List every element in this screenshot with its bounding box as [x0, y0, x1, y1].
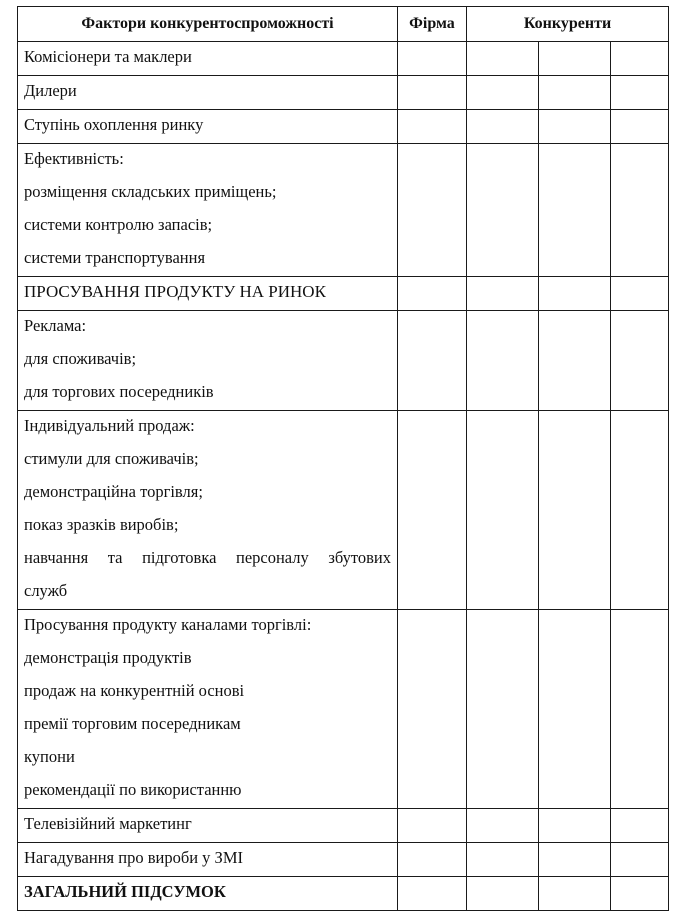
- factor-cell: [18, 42, 398, 76]
- table-row: [18, 76, 669, 110]
- table-row: [18, 311, 669, 411]
- firm-cell: [398, 144, 467, 277]
- competitor-cell-3: [611, 843, 669, 877]
- firm-cell: [398, 411, 467, 610]
- factor-cell: [18, 610, 398, 809]
- header-row: [18, 7, 669, 42]
- header-firm: Фірма: [398, 7, 467, 42]
- factor-line: Ступінь охоплення ринку: [24, 115, 204, 134]
- factor-line: служб: [24, 581, 68, 600]
- factor-line: для торгових посередників: [24, 382, 214, 401]
- competitor-cell-1: [467, 843, 539, 877]
- competitor-cell-3: [611, 809, 669, 843]
- firm-cell: [398, 877, 467, 911]
- firm-cell: [398, 843, 467, 877]
- factor-line: для споживачів;: [24, 349, 137, 368]
- header-factors: Фактори конкурентоспроможності: [18, 7, 398, 42]
- firm-cell: [398, 76, 467, 110]
- competitiveness-table: [17, 6, 669, 911]
- factor-line: Реклама:: [24, 316, 87, 335]
- firm-cell: [398, 42, 467, 76]
- table-row: [18, 610, 669, 809]
- competitor-cell-3: [611, 411, 669, 610]
- table-row: [18, 277, 669, 311]
- factor-cell: [18, 411, 398, 610]
- competitor-cell-3: [611, 110, 669, 144]
- competitor-cell-2: [539, 411, 611, 610]
- competitor-cell-1: [467, 42, 539, 76]
- factor-line: Просування продукту каналами торгівлі:: [24, 615, 312, 634]
- factor-line: розміщення складських приміщень;: [24, 182, 277, 201]
- competitor-cell-2: [539, 42, 611, 76]
- competitor-cell-2: [539, 843, 611, 877]
- factor-cell: [18, 809, 398, 843]
- factor-cell: [18, 76, 398, 110]
- factor-line: продаж на конкурентній основі: [24, 681, 245, 700]
- competitor-cell-2: [539, 311, 611, 411]
- competitor-cell-3: [611, 42, 669, 76]
- header-competitors: Конкуренти: [467, 7, 669, 42]
- factor-line: премії торговим посередникам: [24, 714, 241, 733]
- factor-cell: [18, 144, 398, 277]
- factor-cell: [18, 877, 398, 911]
- competitor-cell-3: [611, 76, 669, 110]
- factor-line: системи контролю запасів;: [24, 215, 213, 234]
- table-row: [18, 110, 669, 144]
- competitor-cell-3: [611, 610, 669, 809]
- table-row: [18, 42, 669, 76]
- firm-cell: [398, 110, 467, 144]
- competitor-cell-2: [539, 809, 611, 843]
- competitor-cell-3: [611, 877, 669, 911]
- factor-line: навчання та підготовка персоналу збутових: [24, 548, 391, 567]
- competitor-cell-1: [467, 277, 539, 311]
- firm-cell: [398, 610, 467, 809]
- factor-line: демонстраційна торгівля;: [24, 482, 203, 501]
- competitor-cell-2: [539, 110, 611, 144]
- factor-line: ЗАГАЛЬНИЙ ПІДСУМОК: [24, 882, 226, 901]
- factor-line: Телевізійний маркетинг: [24, 814, 192, 833]
- competitor-cell-1: [467, 877, 539, 911]
- factor-cell: [18, 277, 398, 311]
- factor-line: Індивідуальний продаж:: [24, 416, 195, 435]
- competitor-cell-3: [611, 311, 669, 411]
- factor-line: показ зразків виробів;: [24, 515, 179, 534]
- competitor-cell-1: [467, 76, 539, 110]
- competitor-cell-3: [611, 144, 669, 277]
- competitor-cell-2: [539, 76, 611, 110]
- table-row: [18, 877, 669, 911]
- factor-line: Дилери: [24, 81, 77, 100]
- competitor-cell-2: [539, 877, 611, 911]
- competitor-cell-2: [539, 610, 611, 809]
- factor-line: системи транспортування: [24, 248, 206, 267]
- competitor-cell-1: [467, 610, 539, 809]
- factor-line: Нагадування про вироби у ЗМІ: [24, 848, 243, 867]
- factor-line: купони: [24, 747, 75, 766]
- table-row: [18, 144, 669, 277]
- competitor-cell-2: [539, 144, 611, 277]
- factor-cell: [18, 843, 398, 877]
- competitor-cell-1: [467, 809, 539, 843]
- competitor-cell-1: [467, 311, 539, 411]
- factor-line: ПРОСУВАННЯ ПРОДУКТУ НА РИНОК: [24, 282, 326, 301]
- firm-cell: [398, 277, 467, 311]
- firm-cell: [398, 809, 467, 843]
- factor-line: Комісіонери та маклери: [24, 47, 192, 66]
- factor-line: стимули для споживачів;: [24, 449, 199, 468]
- factor-line: рекомендації по використанню: [24, 780, 242, 799]
- factor-cell: [18, 311, 398, 411]
- factor-line: демонстрація продуктів: [24, 648, 192, 667]
- table-row: [18, 809, 669, 843]
- factor-line: Ефективність:: [24, 149, 124, 168]
- competitor-cell-1: [467, 110, 539, 144]
- competitor-cell-2: [539, 277, 611, 311]
- factor-cell: [18, 110, 398, 144]
- competitor-cell-3: [611, 277, 669, 311]
- table-row: [18, 411, 669, 610]
- competitor-cell-1: [467, 411, 539, 610]
- firm-cell: [398, 311, 467, 411]
- table-row: [18, 843, 669, 877]
- competitor-cell-1: [467, 144, 539, 277]
